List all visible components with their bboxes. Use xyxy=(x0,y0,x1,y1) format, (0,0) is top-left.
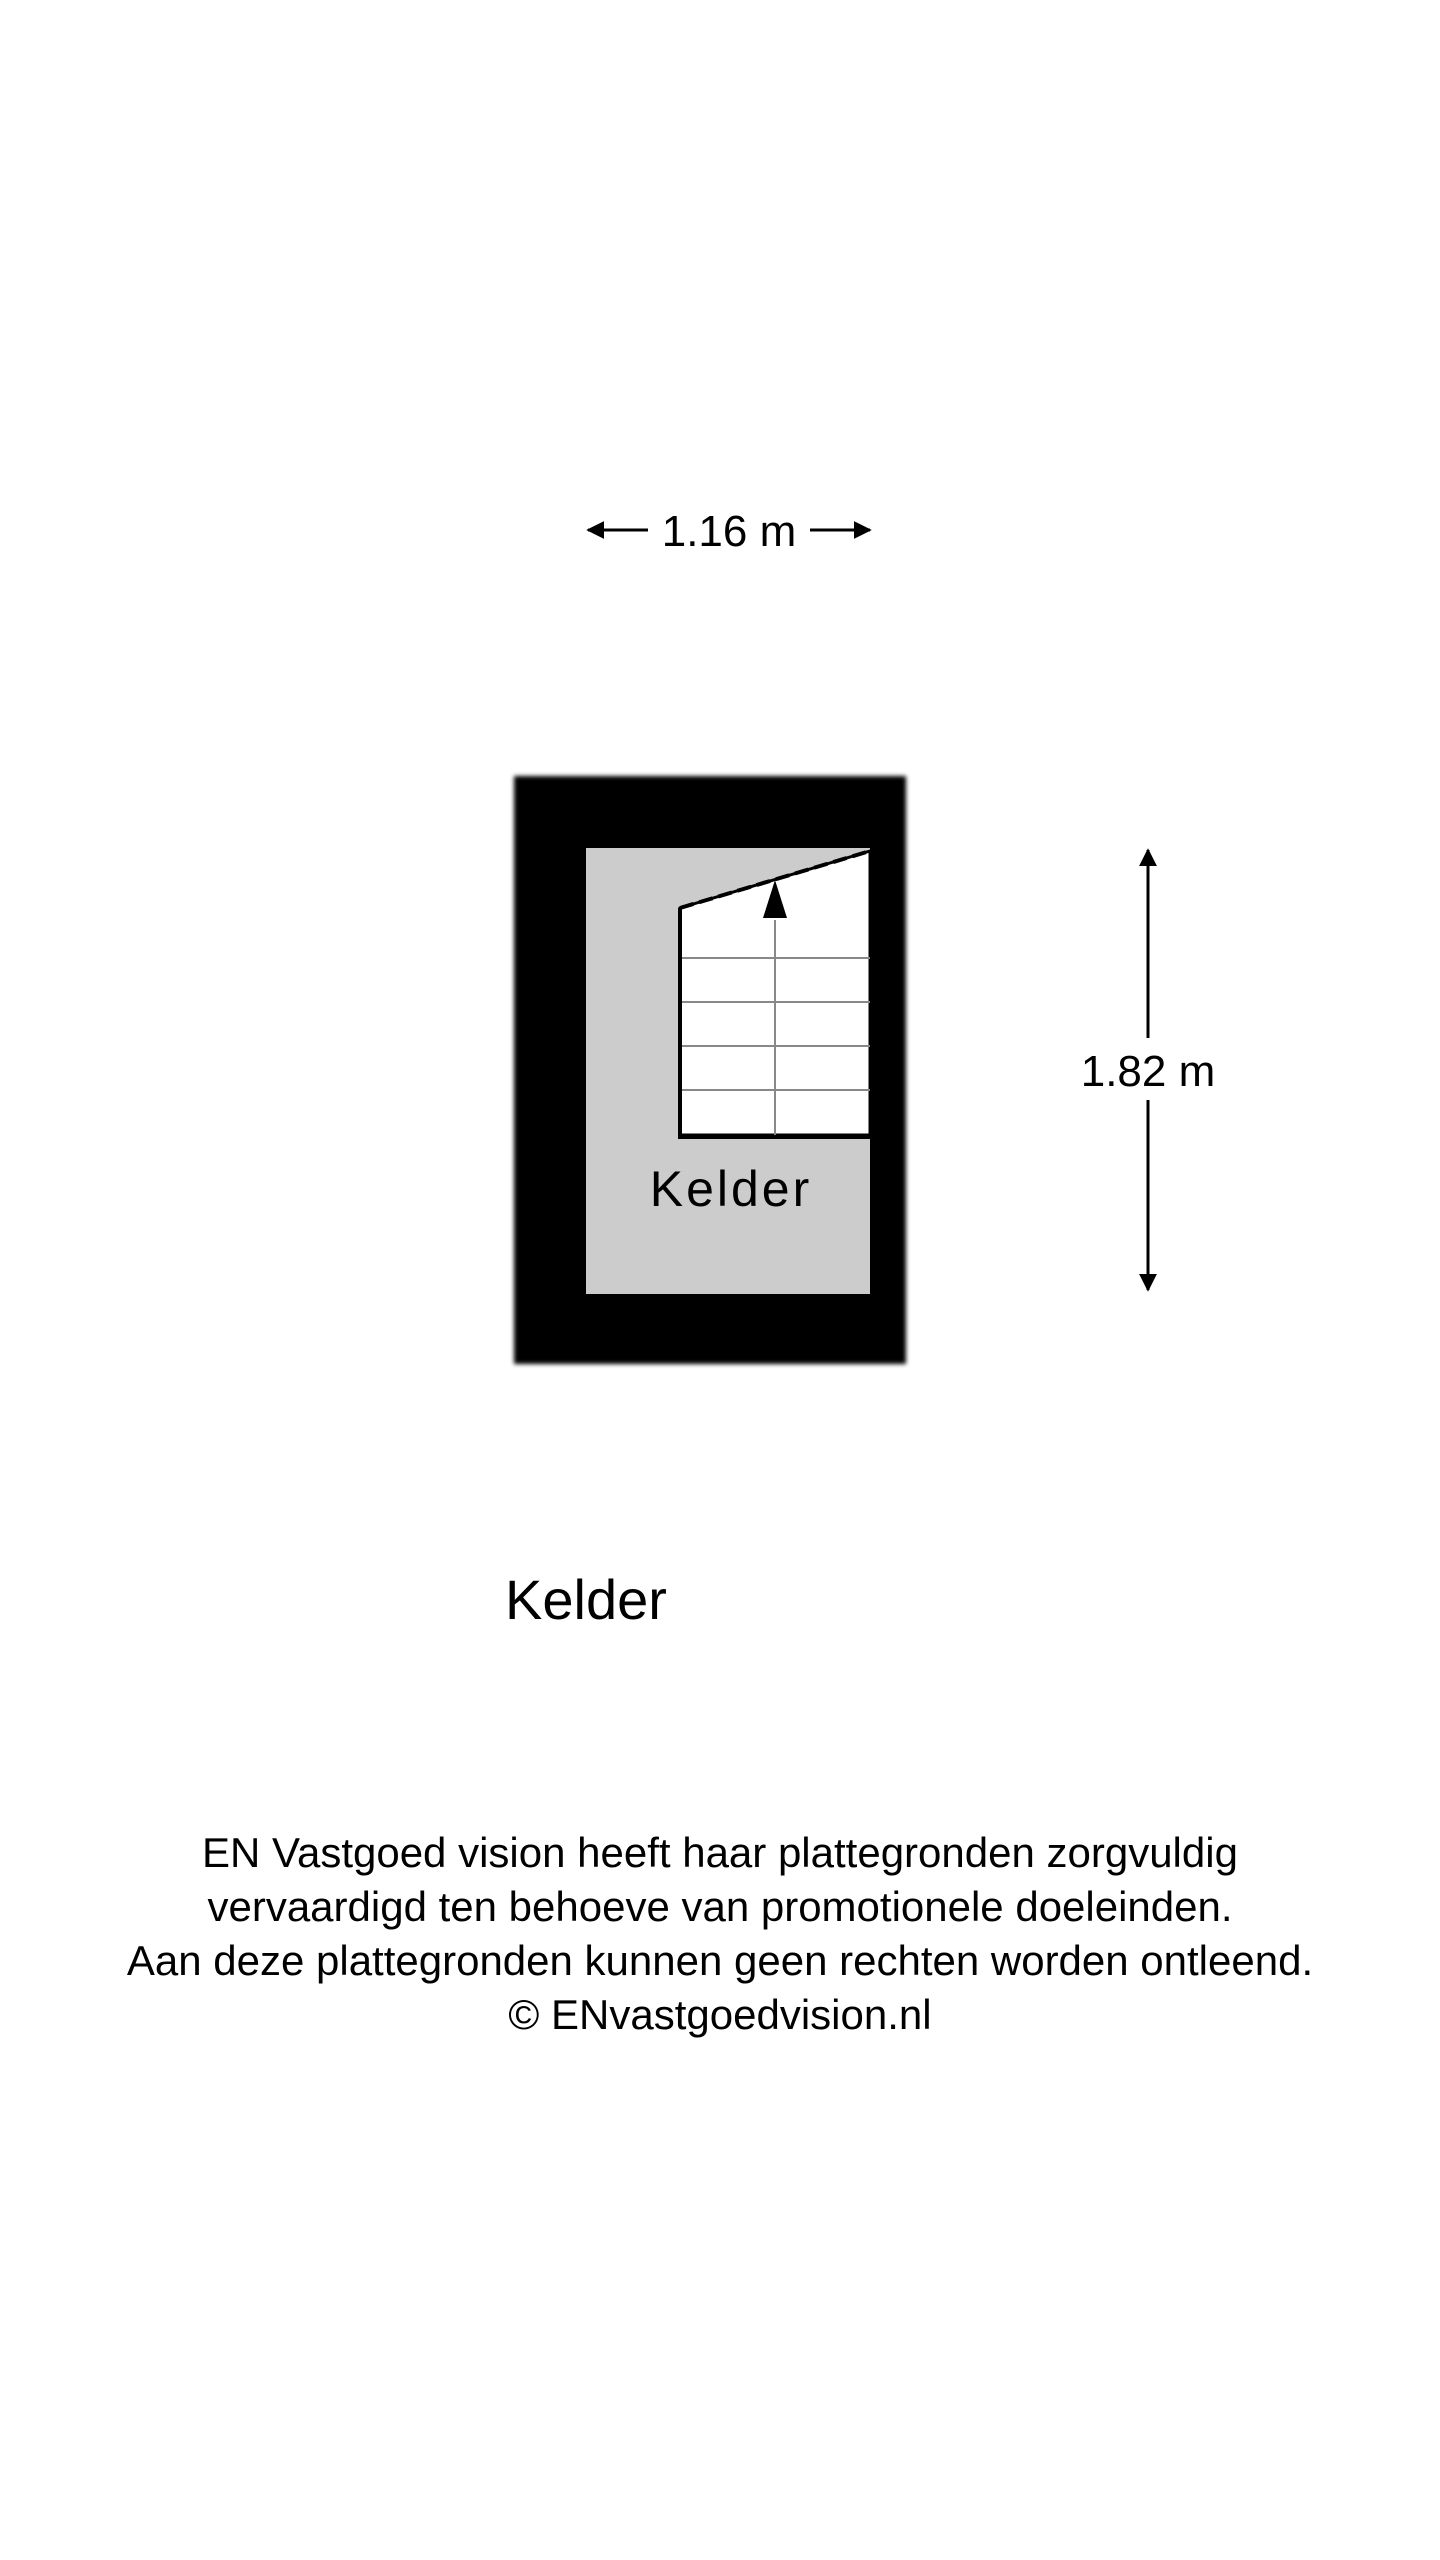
floor-title: Kelder xyxy=(505,1568,667,1631)
height-dimension xyxy=(1081,850,1216,1290)
disclaimer-line: EN Vastgoed vision heeft haar plattegronden zorgvuldig xyxy=(202,1829,1238,1876)
copyright-line: © ENvastgoedvision.nl xyxy=(508,1991,932,2038)
disclaimer-line: vervaardigd ten behoeve van promotionele doeleinden. xyxy=(207,1883,1233,1930)
disclaimer-line: Aan deze plattegronden kunnen geen rechten worden ontleend. xyxy=(126,1937,1314,1984)
disclaimer xyxy=(0,1826,1440,2042)
width-dimension xyxy=(588,507,870,556)
width-label: 1.16 m xyxy=(661,507,797,556)
height-label: 1.82 m xyxy=(1080,1047,1216,1096)
room-label: Kelder xyxy=(649,1161,813,1217)
